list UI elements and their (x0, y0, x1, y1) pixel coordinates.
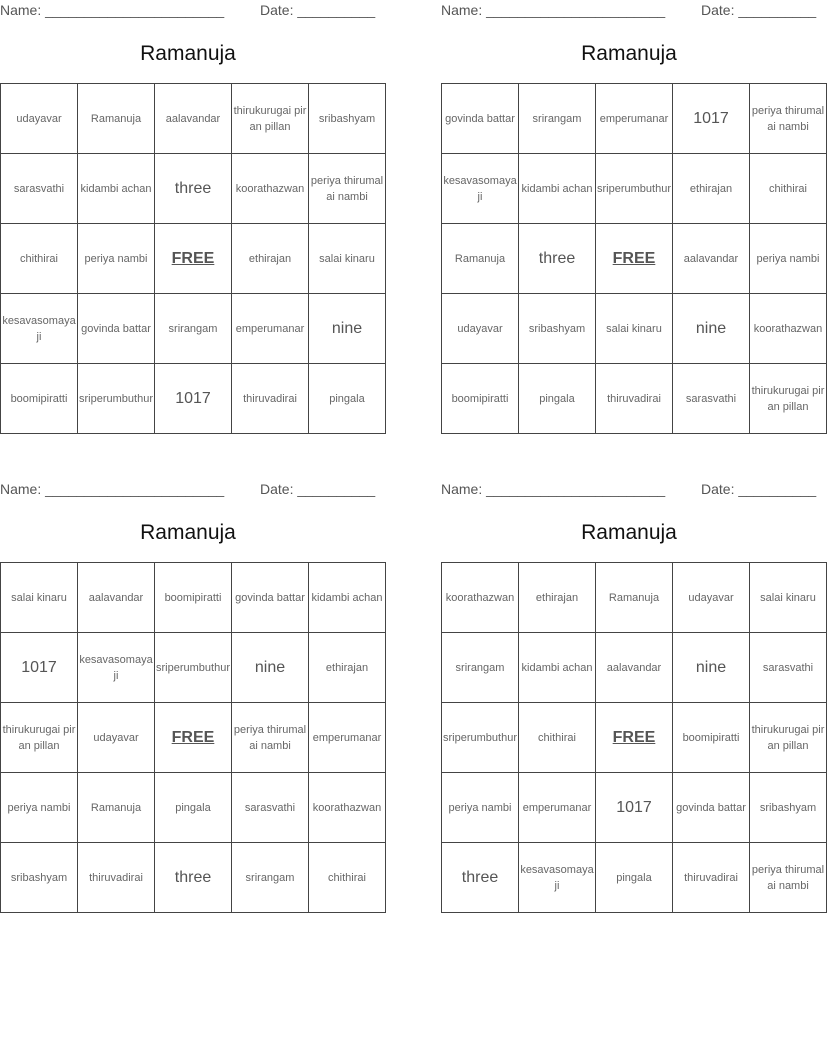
card-title: Ramanuja (140, 42, 236, 65)
bingo-cell[interactable]: nine (309, 294, 386, 364)
grid-row (1, 703, 386, 773)
bingo-cell[interactable]: kesavasomayaji (442, 154, 519, 224)
name-field[interactable]: Name: _______________________ (0, 2, 225, 18)
grid-row (1, 84, 386, 154)
bingo-cell[interactable]: kidambi achan (309, 563, 386, 633)
name-field[interactable]: Name: _______________________ (0, 481, 225, 497)
grid-row (1, 773, 386, 843)
bingo-cell[interactable]: sriperumbuthur (155, 633, 232, 703)
bingo-cell[interactable]: pingala (155, 773, 232, 843)
bingo-cell[interactable]: sarasvathi (1, 154, 78, 224)
bingo-cell[interactable]: boomipiratti (673, 703, 750, 773)
free-space-cell[interactable]: FREE (596, 703, 673, 773)
bingo-cell[interactable]: govinda battar (78, 294, 155, 364)
bingo-cell[interactable]: nine (673, 294, 750, 364)
bingo-cell[interactable]: thirukurugai piran pillan (232, 84, 309, 154)
bingo-cell[interactable]: emperumanar (519, 773, 596, 843)
free-space-cell[interactable]: FREE (155, 703, 232, 773)
bingo-cell[interactable]: periya nambi (78, 224, 155, 294)
bingo-cell[interactable]: srirangam (232, 843, 309, 913)
date-field[interactable]: Date: __________ (701, 2, 817, 18)
bingo-card-3 (0, 479, 383, 886)
bingo-cell[interactable]: kidambi achan (78, 154, 155, 224)
bingo-cell[interactable]: thiruvadirai (596, 364, 673, 434)
bingo-cell[interactable]: udayavar (1, 84, 78, 154)
grid-row (1, 843, 386, 913)
grid-row (442, 294, 827, 364)
bingo-cell[interactable]: periya nambi (1, 773, 78, 843)
bingo-cell[interactable]: kesavasomayaji (519, 843, 596, 913)
bingo-grid (0, 562, 386, 913)
bingo-cell[interactable]: pingala (519, 364, 596, 434)
bingo-cell[interactable]: salai kinaru (309, 224, 386, 294)
bingo-cell[interactable]: three (155, 843, 232, 913)
bingo-cell[interactable]: koorathazwan (442, 563, 519, 633)
bingo-cell[interactable]: boomipiratti (1, 364, 78, 434)
bingo-cell[interactable]: sarasvathi (750, 633, 827, 703)
bingo-cell[interactable]: thiruvadirai (78, 843, 155, 913)
bingo-cell[interactable]: 1017 (596, 773, 673, 843)
bingo-cell[interactable]: ethirajan (232, 224, 309, 294)
bingo-cell[interactable]: emperumanar (309, 703, 386, 773)
bingo-cell[interactable]: ethirajan (309, 633, 386, 703)
grid-row (1, 563, 386, 633)
bingo-cell[interactable]: sribashyam (519, 294, 596, 364)
bingo-cell[interactable]: pingala (596, 843, 673, 913)
grid-row (442, 703, 827, 773)
bingo-cell[interactable]: 1017 (673, 84, 750, 154)
bingo-cell[interactable]: govinda battar (232, 563, 309, 633)
grid-row (442, 224, 827, 294)
bingo-cell[interactable]: thiruvadirai (232, 364, 309, 434)
card-title: Ramanuja (140, 521, 236, 544)
bingo-cell[interactable]: kidambi achan (519, 633, 596, 703)
bingo-cell[interactable]: thiruvadirai (673, 843, 750, 913)
card-header (0, 0, 376, 22)
bingo-cell[interactable]: aalavandar (596, 633, 673, 703)
card-title: Ramanuja (581, 42, 677, 65)
bingo-cell[interactable]: sribashyam (1, 843, 78, 913)
bingo-cell[interactable]: thirukurugai piran pillan (1, 703, 78, 773)
bingo-cell[interactable]: thirukurugai piran pillan (750, 703, 827, 773)
name-field[interactable]: Name: _______________________ (441, 481, 666, 497)
bingo-cell[interactable]: thirukurugai piran pillan (750, 364, 827, 434)
bingo-card-4 (441, 479, 825, 892)
bingo-cell[interactable]: ethirajan (673, 154, 750, 224)
bingo-cell[interactable]: emperumanar (596, 84, 673, 154)
bingo-cell[interactable]: udayavar (78, 703, 155, 773)
grid-row (442, 843, 827, 913)
bingo-cell[interactable]: koorathazwan (309, 773, 386, 843)
grid-row (442, 633, 827, 703)
bingo-grid (0, 83, 386, 434)
bingo-cell[interactable]: Ramanuja (78, 84, 155, 154)
bingo-cell[interactable]: Ramanuja (78, 773, 155, 843)
bingo-cell[interactable]: sarasvathi (673, 364, 750, 434)
bingo-cell[interactable]: govinda battar (442, 84, 519, 154)
grid-row (442, 773, 827, 843)
bingo-cell[interactable]: aalavandar (78, 563, 155, 633)
date-field[interactable]: Date: __________ (701, 481, 817, 497)
bingo-cell[interactable]: koorathazwan (750, 294, 827, 364)
bingo-cell[interactable]: srirangam (519, 84, 596, 154)
bingo-cell[interactable]: udayavar (442, 294, 519, 364)
bingo-cell[interactable]: chithirai (519, 703, 596, 773)
bingo-cell[interactable]: Ramanuja (442, 224, 519, 294)
bingo-cell[interactable]: Ramanuja (596, 563, 673, 633)
bingo-cell[interactable]: chithirai (750, 154, 827, 224)
bingo-cell[interactable]: aalavandar (155, 84, 232, 154)
date-field[interactable]: Date: __________ (260, 2, 376, 18)
card-header (441, 0, 817, 22)
grid-row (442, 364, 827, 434)
bingo-grid (441, 562, 827, 913)
bingo-cell[interactable]: nine (232, 633, 309, 703)
bingo-cell[interactable]: 1017 (1, 633, 78, 703)
bingo-cell[interactable]: koorathazwan (232, 154, 309, 224)
bingo-cell[interactable]: salai kinaru (750, 563, 827, 633)
bingo-cell[interactable]: kesavasomayaji (1, 294, 78, 364)
bingo-cell[interactable]: nine (673, 633, 750, 703)
bingo-cell[interactable]: srirangam (442, 633, 519, 703)
bingo-card-1 (0, 0, 384, 407)
grid-row (442, 84, 827, 154)
bingo-cell[interactable]: pingala (309, 364, 386, 434)
bingo-cell[interactable]: sriperumbuthur (596, 154, 673, 224)
bingo-cell[interactable]: boomipiratti (155, 563, 232, 633)
date-field[interactable]: Date: __________ (260, 481, 376, 497)
bingo-cell[interactable]: govinda battar (673, 773, 750, 843)
bingo-cell[interactable]: sriperumbuthur (442, 703, 519, 773)
bingo-cell[interactable]: 1017 (155, 364, 232, 434)
bingo-cell[interactable]: sribashyam (750, 773, 827, 843)
card-header (0, 479, 376, 501)
bingo-cell[interactable]: periya nambi (750, 224, 827, 294)
card-header (441, 479, 817, 501)
bingo-cell[interactable]: sarasvathi (232, 773, 309, 843)
bingo-cell[interactable]: three (155, 154, 232, 224)
bingo-cell[interactable]: sribashyam (309, 84, 386, 154)
bingo-cell[interactable]: kidambi achan (519, 154, 596, 224)
grid-row (442, 563, 827, 633)
bingo-cell[interactable]: emperumanar (232, 294, 309, 364)
card-title: Ramanuja (581, 521, 677, 544)
grid-row (1, 294, 386, 364)
bingo-cell[interactable]: ethirajan (519, 563, 596, 633)
name-field[interactable]: Name: _______________________ (441, 2, 666, 18)
bingo-cell[interactable]: periya thirumalai nambi (232, 703, 309, 773)
bingo-cell[interactable]: chithirai (1, 224, 78, 294)
bingo-card-2 (441, 0, 825, 413)
bingo-cell[interactable]: boomipiratti (442, 364, 519, 434)
bingo-cell[interactable]: periya thirumalai nambi (750, 843, 827, 913)
bingo-cell[interactable]: chithirai (309, 843, 386, 913)
bingo-grid (441, 83, 827, 434)
grid-row (1, 154, 386, 224)
bingo-cell[interactable]: periya thirumalai nambi (309, 154, 386, 224)
grid-row (1, 364, 386, 434)
bingo-cell[interactable]: aalavandar (673, 224, 750, 294)
free-space-cell[interactable]: FREE (155, 224, 232, 294)
grid-row (1, 224, 386, 294)
grid-row (442, 154, 827, 224)
bingo-cell[interactable]: salai kinaru (596, 294, 673, 364)
grid-row (1, 633, 386, 703)
free-space-cell[interactable]: FREE (596, 224, 673, 294)
bingo-cell[interactable]: salai kinaru (1, 563, 78, 633)
bingo-cell[interactable]: udayavar (673, 563, 750, 633)
bingo-cell[interactable]: three (442, 843, 519, 913)
bingo-cell[interactable]: periya nambi (442, 773, 519, 843)
bingo-cell[interactable]: srirangam (155, 294, 232, 364)
bingo-cell[interactable]: sriperumbuthur (78, 364, 155, 434)
bingo-cell[interactable]: kesavasomayaji (78, 633, 155, 703)
bingo-cell[interactable]: three (519, 224, 596, 294)
bingo-cell[interactable]: periya thirumalai nambi (750, 84, 827, 154)
